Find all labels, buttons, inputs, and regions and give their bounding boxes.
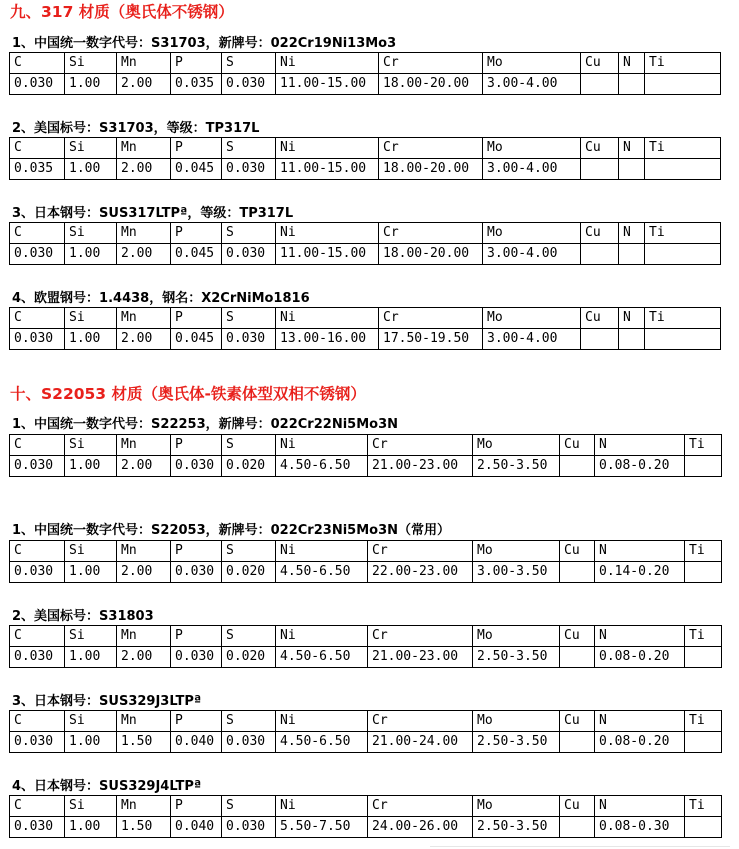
table-caption: 1、中国统一数字代号：S22053，新牌号：022Cr23Ni5Mo3N（常用） bbox=[12, 523, 450, 538]
element-symbol-cell: C bbox=[10, 711, 65, 732]
value-cell: 2.00 bbox=[117, 456, 171, 477]
element-symbol-cell: Cr bbox=[368, 626, 473, 647]
value-cell: 4.50-6.50 bbox=[276, 456, 368, 477]
element-symbol-cell: Cu bbox=[581, 138, 619, 159]
value-cell: 2.00 bbox=[117, 74, 171, 95]
table-row bbox=[10, 562, 722, 583]
element-symbol-cell: Cr bbox=[368, 711, 473, 732]
value-cell bbox=[645, 74, 721, 95]
value-cell: 0.020 bbox=[222, 647, 276, 668]
element-symbol-cell: P bbox=[171, 541, 222, 562]
element-symbol-cell: Mn bbox=[117, 541, 171, 562]
value-cell bbox=[560, 817, 595, 838]
value-cell: 1.00 bbox=[65, 647, 117, 668]
value-cell bbox=[560, 647, 595, 668]
value-cell bbox=[619, 159, 645, 180]
value-cell: 0.030 bbox=[222, 244, 276, 265]
element-symbol-cell: Ni bbox=[276, 796, 368, 817]
element-symbol-cell: Cu bbox=[581, 308, 619, 329]
element-symbol-cell: Cu bbox=[560, 626, 595, 647]
element-symbol-cell: P bbox=[171, 138, 222, 159]
value-cell: 0.030 bbox=[171, 562, 222, 583]
value-cell bbox=[685, 562, 722, 583]
value-cell: 0.030 bbox=[10, 329, 65, 350]
value-cell: 18.00-20.00 bbox=[379, 244, 483, 265]
value-cell bbox=[560, 562, 595, 583]
element-symbol-cell: Si bbox=[65, 138, 117, 159]
value-cell: 0.030 bbox=[10, 456, 65, 477]
table-caption: 3、日本钢号：SUS329J3LTPª bbox=[12, 694, 202, 709]
value-cell: 0.030 bbox=[171, 456, 222, 477]
table-header-row bbox=[10, 541, 722, 562]
value-cell bbox=[560, 456, 595, 477]
value-cell bbox=[560, 732, 595, 753]
element-symbol-cell: Ti bbox=[645, 53, 721, 74]
element-symbol-cell: N bbox=[595, 711, 685, 732]
value-cell: 4.50-6.50 bbox=[276, 647, 368, 668]
value-cell: 1.50 bbox=[117, 732, 171, 753]
element-symbol-cell: Mo bbox=[473, 796, 560, 817]
element-symbol-cell: Mn bbox=[117, 223, 171, 244]
element-symbol-cell: Si bbox=[65, 796, 117, 817]
table-caption: 3、日本钢号：SUS317LTPª，等级：TP317L bbox=[12, 206, 294, 221]
element-symbol-cell: Si bbox=[65, 711, 117, 732]
element-symbol-cell: Mo bbox=[473, 711, 560, 732]
element-symbol-cell: P bbox=[171, 223, 222, 244]
value-cell: 0.030 bbox=[222, 817, 276, 838]
value-cell: 0.045 bbox=[171, 244, 222, 265]
element-symbol-cell: Cr bbox=[379, 138, 483, 159]
element-symbol-cell: Si bbox=[65, 541, 117, 562]
value-cell: 3.00-4.00 bbox=[483, 329, 581, 350]
composition-table bbox=[9, 625, 722, 668]
table-caption: 1、中国统一数字代号：S22253，新牌号：022Cr22Ni5Mo3N bbox=[12, 417, 398, 432]
composition-table bbox=[9, 434, 722, 477]
value-cell: 0.08-0.20 bbox=[595, 647, 685, 668]
value-cell bbox=[581, 74, 619, 95]
element-symbol-cell: Mn bbox=[117, 626, 171, 647]
element-symbol-cell: N bbox=[595, 796, 685, 817]
value-cell: 21.00-23.00 bbox=[368, 456, 473, 477]
table-row bbox=[10, 732, 722, 753]
table-header-row bbox=[10, 626, 722, 647]
element-symbol-cell: Ni bbox=[276, 223, 379, 244]
divider bbox=[430, 846, 730, 847]
value-cell: 3.00-4.00 bbox=[483, 244, 581, 265]
element-symbol-cell: Mo bbox=[483, 223, 581, 244]
value-cell: 0.14-0.20 bbox=[595, 562, 685, 583]
element-symbol-cell: Mo bbox=[483, 138, 581, 159]
element-symbol-cell: Mo bbox=[483, 308, 581, 329]
value-cell: 0.030 bbox=[10, 74, 65, 95]
value-cell: 17.50-19.50 bbox=[379, 329, 483, 350]
element-symbol-cell: Cu bbox=[560, 541, 595, 562]
element-symbol-cell: Cr bbox=[379, 53, 483, 74]
value-cell: 3.00-4.00 bbox=[483, 159, 581, 180]
element-symbol-cell: Ti bbox=[645, 308, 721, 329]
element-symbol-cell: P bbox=[171, 308, 222, 329]
value-cell: 0.030 bbox=[10, 244, 65, 265]
element-symbol-cell: C bbox=[10, 308, 65, 329]
element-symbol-cell: S bbox=[222, 138, 276, 159]
table-row bbox=[10, 244, 721, 265]
value-cell: 1.00 bbox=[65, 456, 117, 477]
element-symbol-cell: N bbox=[619, 53, 645, 74]
value-cell: 0.08-0.20 bbox=[595, 456, 685, 477]
table-header-row bbox=[10, 138, 721, 159]
element-symbol-cell: N bbox=[619, 308, 645, 329]
value-cell bbox=[581, 159, 619, 180]
element-symbol-cell: Mo bbox=[473, 541, 560, 562]
value-cell: 0.045 bbox=[171, 329, 222, 350]
value-cell: 2.50-3.50 bbox=[473, 647, 560, 668]
element-symbol-cell: Mo bbox=[473, 435, 560, 456]
element-symbol-cell: Cu bbox=[560, 711, 595, 732]
element-symbol-cell: P bbox=[171, 626, 222, 647]
table-row bbox=[10, 456, 722, 477]
value-cell: 22.00-23.00 bbox=[368, 562, 473, 583]
table-header-row bbox=[10, 796, 722, 817]
element-symbol-cell: Ti bbox=[645, 223, 721, 244]
value-cell: 0.030 bbox=[10, 562, 65, 583]
value-cell: 1.00 bbox=[65, 732, 117, 753]
value-cell: 21.00-24.00 bbox=[368, 732, 473, 753]
element-symbol-cell: Cr bbox=[379, 223, 483, 244]
value-cell: 2.50-3.50 bbox=[473, 456, 560, 477]
table-caption: 1、中国统一数字代号：S31703，新牌号：022Cr19Ni13Mo3 bbox=[12, 36, 397, 51]
value-cell: 0.020 bbox=[222, 562, 276, 583]
value-cell: 1.50 bbox=[117, 817, 171, 838]
element-symbol-cell: N bbox=[595, 626, 685, 647]
value-cell: 0.030 bbox=[171, 647, 222, 668]
value-cell: 21.00-23.00 bbox=[368, 647, 473, 668]
element-symbol-cell: Ni bbox=[276, 308, 379, 329]
element-symbol-cell: Ti bbox=[685, 541, 722, 562]
table-caption: 2、美国标号：S31703，等级：TP317L bbox=[12, 121, 260, 136]
element-symbol-cell: C bbox=[10, 435, 65, 456]
table-header-row bbox=[10, 53, 721, 74]
element-symbol-cell: Cu bbox=[581, 223, 619, 244]
value-cell: 1.00 bbox=[65, 817, 117, 838]
value-cell: 3.00-3.50 bbox=[473, 562, 560, 583]
element-symbol-cell: P bbox=[171, 53, 222, 74]
value-cell: 13.00-16.00 bbox=[276, 329, 379, 350]
table-row bbox=[10, 647, 722, 668]
element-symbol-cell: N bbox=[619, 223, 645, 244]
element-symbol-cell: Ti bbox=[685, 796, 722, 817]
element-symbol-cell: Si bbox=[65, 435, 117, 456]
composition-table bbox=[9, 307, 721, 350]
value-cell: 4.50-6.50 bbox=[276, 562, 368, 583]
table-row bbox=[10, 74, 721, 95]
element-symbol-cell: Ni bbox=[276, 435, 368, 456]
value-cell: 11.00-15.00 bbox=[276, 74, 379, 95]
value-cell: 24.00-26.00 bbox=[368, 817, 473, 838]
element-symbol-cell: S bbox=[222, 223, 276, 244]
table-caption: 4、欧盟钢号：1.4438，钢名：X2CrNiMo1816 bbox=[12, 291, 310, 306]
value-cell bbox=[619, 244, 645, 265]
element-symbol-cell: S bbox=[222, 308, 276, 329]
element-symbol-cell: Mn bbox=[117, 435, 171, 456]
element-symbol-cell: Ni bbox=[276, 711, 368, 732]
value-cell bbox=[619, 329, 645, 350]
value-cell: 2.00 bbox=[117, 562, 171, 583]
value-cell bbox=[685, 817, 722, 838]
value-cell: 2.00 bbox=[117, 159, 171, 180]
value-cell: 0.030 bbox=[222, 732, 276, 753]
value-cell: 2.00 bbox=[117, 329, 171, 350]
value-cell: 5.50-7.50 bbox=[276, 817, 368, 838]
value-cell: 1.00 bbox=[65, 244, 117, 265]
value-cell bbox=[685, 647, 722, 668]
element-symbol-cell: N bbox=[595, 541, 685, 562]
value-cell bbox=[581, 244, 619, 265]
composition-table bbox=[9, 710, 722, 753]
element-symbol-cell: Ni bbox=[276, 138, 379, 159]
element-symbol-cell: P bbox=[171, 796, 222, 817]
element-symbol-cell: Si bbox=[65, 53, 117, 74]
table-header-row bbox=[10, 223, 721, 244]
value-cell: 0.040 bbox=[171, 732, 222, 753]
value-cell: 0.030 bbox=[222, 329, 276, 350]
table-header-row bbox=[10, 435, 722, 456]
element-symbol-cell: C bbox=[10, 53, 65, 74]
value-cell: 0.035 bbox=[171, 74, 222, 95]
element-symbol-cell: Cr bbox=[368, 796, 473, 817]
element-symbol-cell: C bbox=[10, 223, 65, 244]
element-symbol-cell: Cu bbox=[560, 796, 595, 817]
value-cell bbox=[685, 732, 722, 753]
table-caption: 4、日本钢号：SUS329J4LTPª bbox=[12, 779, 202, 794]
value-cell: 3.00-4.00 bbox=[483, 74, 581, 95]
value-cell bbox=[645, 159, 721, 180]
value-cell bbox=[581, 329, 619, 350]
element-symbol-cell: Ti bbox=[685, 626, 722, 647]
element-symbol-cell: Cr bbox=[379, 308, 483, 329]
element-symbol-cell: Si bbox=[65, 626, 117, 647]
element-symbol-cell: C bbox=[10, 138, 65, 159]
element-symbol-cell: N bbox=[619, 138, 645, 159]
value-cell: 18.00-20.00 bbox=[379, 159, 483, 180]
element-symbol-cell: Cr bbox=[368, 541, 473, 562]
element-symbol-cell: S bbox=[222, 711, 276, 732]
value-cell: 2.00 bbox=[117, 244, 171, 265]
element-symbol-cell: P bbox=[171, 435, 222, 456]
value-cell: 2.50-3.50 bbox=[473, 732, 560, 753]
element-symbol-cell: P bbox=[171, 711, 222, 732]
element-symbol-cell: N bbox=[595, 435, 685, 456]
value-cell: 0.030 bbox=[10, 817, 65, 838]
value-cell: 4.50-6.50 bbox=[276, 732, 368, 753]
value-cell: 0.030 bbox=[10, 732, 65, 753]
value-cell: 11.00-15.00 bbox=[276, 244, 379, 265]
element-symbol-cell: Ni bbox=[276, 626, 368, 647]
table-header-row bbox=[10, 711, 722, 732]
element-symbol-cell: C bbox=[10, 626, 65, 647]
section-9-title: 九、317 材质（奥氏体不锈钢） bbox=[10, 3, 234, 21]
composition-table bbox=[9, 137, 721, 180]
composition-table bbox=[9, 52, 721, 95]
composition-table bbox=[9, 222, 721, 265]
value-cell: 0.08-0.30 bbox=[595, 817, 685, 838]
element-symbol-cell: Mo bbox=[473, 626, 560, 647]
composition-table bbox=[9, 795, 722, 838]
table-row bbox=[10, 817, 722, 838]
element-symbol-cell: Mn bbox=[117, 711, 171, 732]
value-cell bbox=[685, 456, 722, 477]
element-symbol-cell: S bbox=[222, 541, 276, 562]
element-symbol-cell: Ti bbox=[685, 711, 722, 732]
element-symbol-cell: S bbox=[222, 435, 276, 456]
value-cell: 0.030 bbox=[10, 647, 65, 668]
element-symbol-cell: S bbox=[222, 626, 276, 647]
element-symbol-cell: Mn bbox=[117, 138, 171, 159]
value-cell: 0.08-0.20 bbox=[595, 732, 685, 753]
element-symbol-cell: Ni bbox=[276, 53, 379, 74]
value-cell bbox=[619, 74, 645, 95]
value-cell: 0.035 bbox=[10, 159, 65, 180]
element-symbol-cell: C bbox=[10, 796, 65, 817]
composition-table bbox=[9, 540, 722, 583]
element-symbol-cell: Ti bbox=[685, 435, 722, 456]
value-cell: 18.00-20.00 bbox=[379, 74, 483, 95]
element-symbol-cell: C bbox=[10, 541, 65, 562]
element-symbol-cell: Cu bbox=[581, 53, 619, 74]
value-cell: 11.00-15.00 bbox=[276, 159, 379, 180]
section-10-title: 十、S22053 材质（奥氏体-铁素体型双相不锈钢） bbox=[10, 385, 366, 403]
element-symbol-cell: Cu bbox=[560, 435, 595, 456]
value-cell: 1.00 bbox=[65, 159, 117, 180]
table-row bbox=[10, 159, 721, 180]
value-cell: 0.040 bbox=[171, 817, 222, 838]
element-symbol-cell: Mn bbox=[117, 796, 171, 817]
element-symbol-cell: Ni bbox=[276, 541, 368, 562]
value-cell: 2.00 bbox=[117, 647, 171, 668]
element-symbol-cell: Mn bbox=[117, 308, 171, 329]
element-symbol-cell: Mn bbox=[117, 53, 171, 74]
value-cell: 0.030 bbox=[222, 74, 276, 95]
value-cell: 0.020 bbox=[222, 456, 276, 477]
element-symbol-cell: Si bbox=[65, 223, 117, 244]
table-caption: 2、美国标号：S31803 bbox=[12, 609, 154, 624]
element-symbol-cell: S bbox=[222, 796, 276, 817]
value-cell: 0.045 bbox=[171, 159, 222, 180]
value-cell: 1.00 bbox=[65, 329, 117, 350]
element-symbol-cell: Mo bbox=[483, 53, 581, 74]
element-symbol-cell: Cr bbox=[368, 435, 473, 456]
element-symbol-cell: S bbox=[222, 53, 276, 74]
value-cell: 0.030 bbox=[222, 159, 276, 180]
value-cell: 2.50-3.50 bbox=[473, 817, 560, 838]
table-row bbox=[10, 329, 721, 350]
value-cell: 1.00 bbox=[65, 74, 117, 95]
value-cell bbox=[645, 329, 721, 350]
table-header-row bbox=[10, 308, 721, 329]
value-cell: 1.00 bbox=[65, 562, 117, 583]
element-symbol-cell: Si bbox=[65, 308, 117, 329]
element-symbol-cell: Ti bbox=[645, 138, 721, 159]
value-cell bbox=[645, 244, 721, 265]
